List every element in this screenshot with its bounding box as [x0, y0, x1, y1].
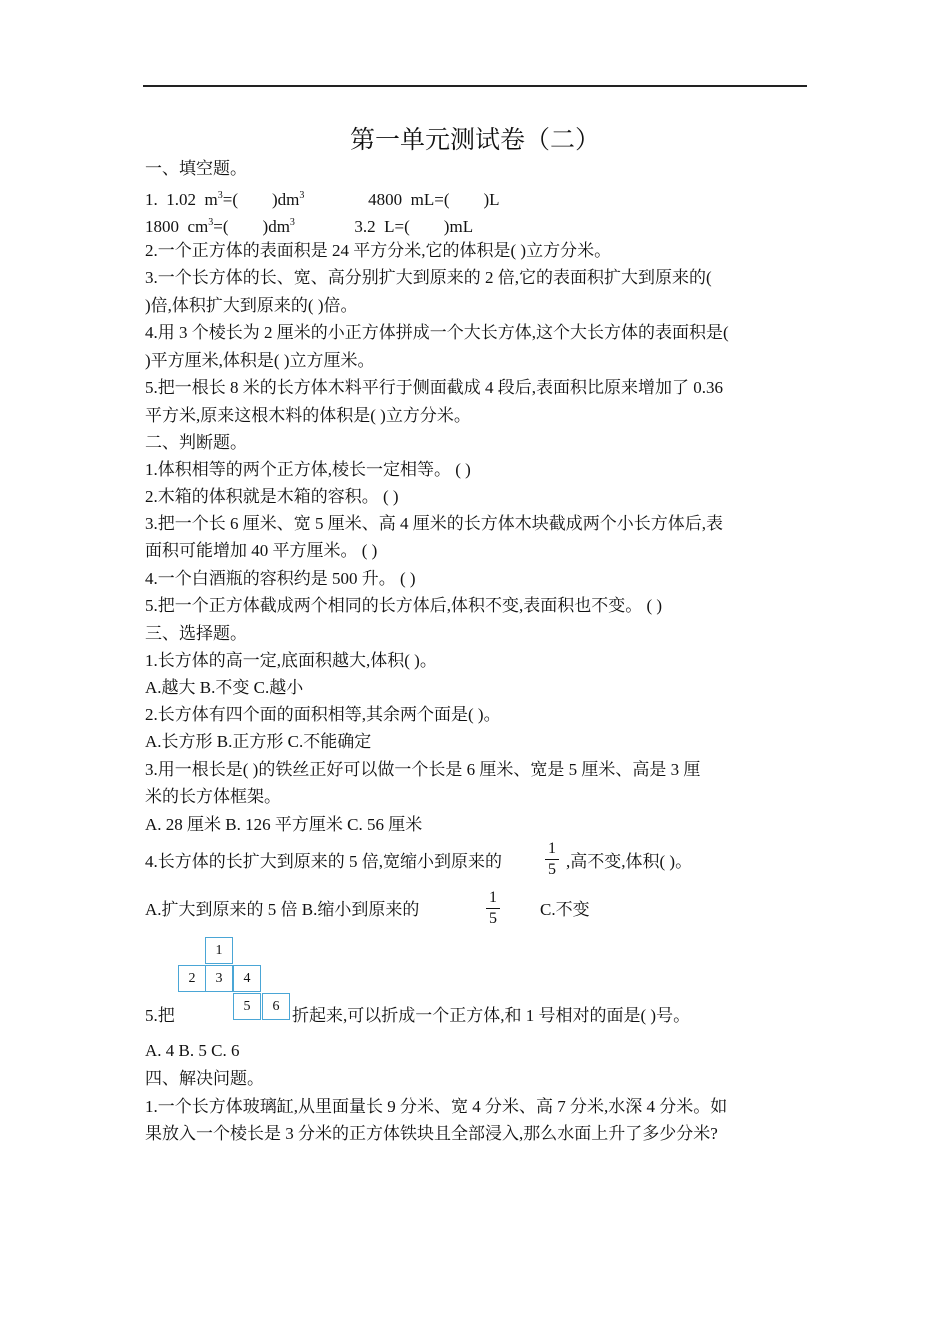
- fraction-denominator: 5: [548, 861, 556, 878]
- text-line: )倍,体积扩大到原来的( )倍。: [145, 296, 358, 315]
- net-cell-3: 3: [205, 965, 233, 992]
- text-line: 2.长方体有四个面的面积相等,其余两个面是( )。: [145, 705, 501, 724]
- fraction-numerator: 1: [548, 840, 556, 857]
- text-line: A.越大 B.不变 C.越小: [145, 678, 304, 697]
- text-line: C.不变: [540, 900, 590, 919]
- text-line: 果放入一个棱长是 3 分米的正方体铁块且全部浸入,那么水面上升了多少分米?: [145, 1124, 718, 1143]
- text-line: 折起来,可以折成一个正方体,和 1 号相对的面是( )号。: [292, 1006, 691, 1025]
- text-line: ,高不变,体积( )。: [566, 852, 693, 871]
- net-cell-5: 5: [233, 993, 261, 1020]
- page-title: 第一单元测试卷（二）: [349, 127, 600, 154]
- text-line: 平方米,原来这根木料的体积是( )立方分米。: [145, 406, 471, 425]
- text-line: 四、解决问题。: [145, 1069, 264, 1088]
- text-line: 3.一个长方体的长、宽、高分别扩大到原来的 2 倍,它的表面积扩大到原来的(: [145, 268, 712, 287]
- text-line: 4.一个白酒瓶的容积约是 500 升。 ( ): [145, 569, 416, 588]
- text-line: 面积可能增加 40 平方厘米。 ( ): [145, 541, 378, 560]
- text-line: 5.把一个正方体截成两个相同的长方体后,体积不变,表面积也不变。 ( ): [145, 596, 663, 615]
- net-cell-1: 1: [205, 937, 233, 964]
- text-line: 1.体积相等的两个正方体,棱长一定相等。 ( ): [145, 460, 471, 479]
- text-line: 3.用一根长是( )的铁丝正好可以做一个长是 6 厘米、宽是 5 厘米、高是 3 厘: [145, 760, 701, 779]
- text-line: 3.把一个长 6 厘米、宽 5 厘米、高 4 厘米的长方体木块截成两个小长方体后,表: [145, 514, 723, 533]
- net-cell-2: 2: [178, 965, 206, 992]
- text-line: 2.木箱的体积就是木箱的容积。 ( ): [145, 487, 399, 506]
- net-cell-4: 4: [233, 965, 261, 992]
- text-line: 一、填空题。: [145, 159, 247, 178]
- text-line: A. 4 B. 5 C. 6: [145, 1041, 240, 1060]
- fraction: [545, 840, 559, 879]
- text-line: A. 28 厘米 B. 126 平方厘米 C. 56 厘米: [145, 815, 423, 834]
- text-line: 米的长方体框架。: [145, 787, 281, 806]
- text-line: A.长方形 B.正方形 C.不能确定: [145, 732, 372, 751]
- text-line: )平方厘米,体积是( )立方厘米。: [145, 351, 375, 370]
- text-line: 三、选择题。: [145, 624, 247, 643]
- text-line: 4.用 3 个棱长为 2 厘米的小正方体拼成一个大长方体,这个大长方体的表面积是(: [145, 323, 729, 342]
- text-line: A.扩大到原来的 5 倍 B.缩小到原来的: [145, 900, 420, 919]
- text-line: 5.把一根长 8 米的长方体木料平行于侧面截成 4 段后,表面积比原来增加了 0.36: [145, 378, 723, 397]
- text-line: 1.长方体的高一定,底面积越大,体积( )。: [145, 651, 437, 670]
- fraction-bar: [545, 859, 559, 860]
- fraction-denominator: 5: [489, 910, 497, 927]
- text-line: 5.把: [145, 1006, 175, 1025]
- fraction-numerator: 1: [489, 889, 497, 906]
- text-line: 4.长方体的长扩大到原来的 5 倍,宽缩小到原来的: [145, 852, 502, 871]
- text-line: 二、判断题。: [145, 433, 247, 452]
- text-line: 1.一个长方体玻璃缸,从里面量长 9 分米、宽 4 分米、高 7 分米,水深 4 分米。如: [145, 1097, 728, 1116]
- fraction-bar: [486, 908, 500, 909]
- fraction: [486, 889, 500, 928]
- text-line: 1. 1.02 $m^3=$( )$dm^3$ 4800 mL=( )L: [145, 190, 500, 209]
- top-rule: [143, 85, 807, 87]
- text-line: 2.一个正方体的表面积是 24 平方分米,它的体积是( )立方分米。: [145, 241, 612, 260]
- text-line: 1800 $cm^3=$( )$dm^3$ 3.2 L=( )mL: [145, 217, 474, 236]
- net-cell-6: 6: [262, 993, 290, 1020]
